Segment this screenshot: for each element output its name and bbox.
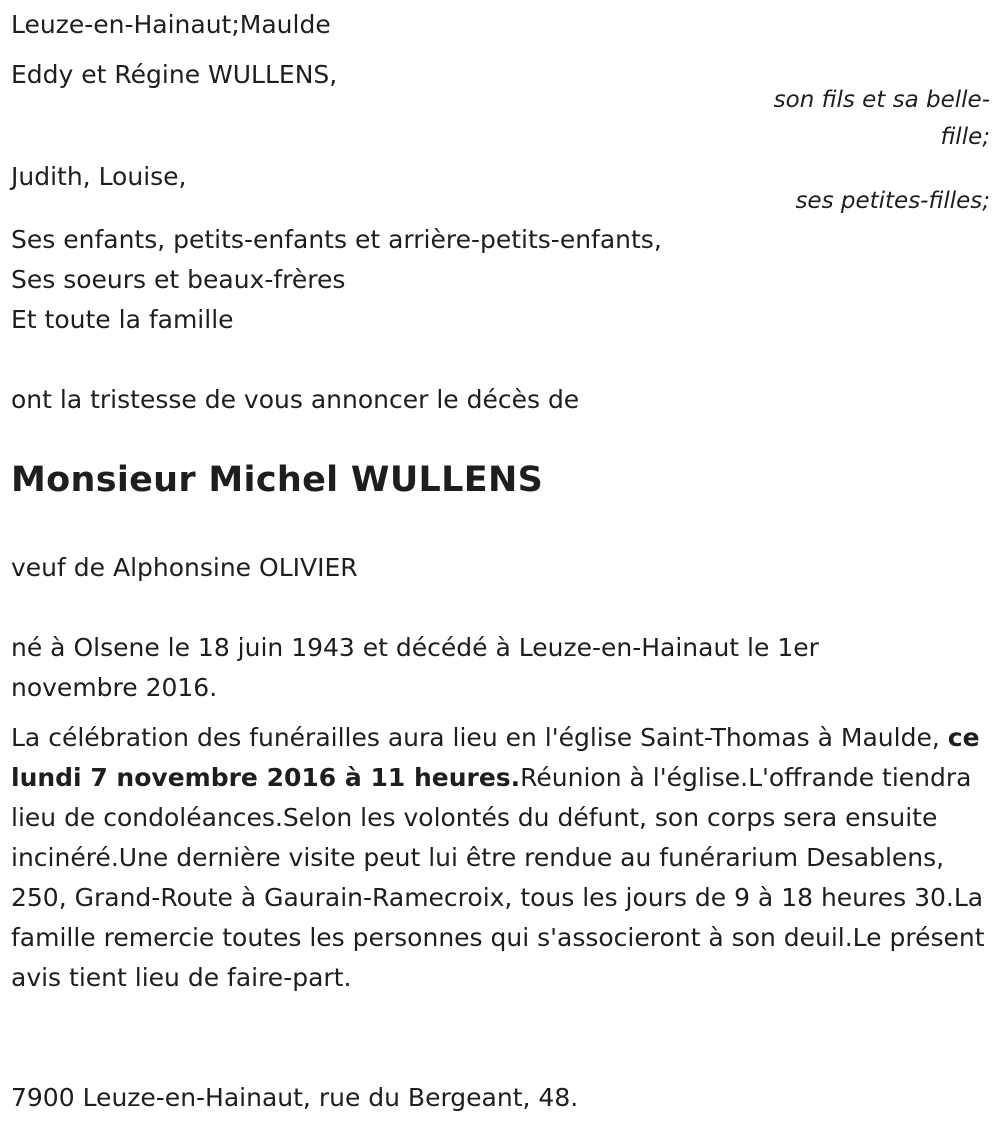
family-role-1-line1: son fils et sa belle- [773,87,990,113]
relatives-line-3: Et toute la famille [11,305,234,334]
birth-death-line-1: né à Olsene le 18 juin 1943 et décédé à Leuze-en-Hainaut le 1er [11,633,819,662]
family-names-1: Eddy et Régine WULLENS, [11,60,338,89]
relatives-line-2: Ses soeurs et beaux-frères [11,265,346,294]
funeral-intro: La célébration des funérailles aura lieu en l'église Saint-Thomas à Maulde, [11,723,948,752]
funeral-info: Réunion à l'église.L'offrande tiendra lieu de condoléances.Selon les volontés du défunt, son corps sera ensuite incinéré.Une dernière visite peut lui être rendue au funérarium Desablens, 250, Grand-Route à Gaurain-Ramecroix, tous les jours de 9 à 18 heures 30.La famille remercie toutes les personnes qui s'associeront à son deuil.Le présent avis tient lieu de faire-part. [11,763,985,992]
deceased-name: Monsieur Michel WULLENS [11,460,544,500]
header-location: Leuze-en-Hainaut;Maulde [11,10,331,39]
announcement-text: ont la tristesse de vous annoncer le décès de [11,385,580,414]
address-text: 7900 Leuze-en-Hainaut, rue du Bergeant, 48. [11,1083,579,1112]
birth-death-line-2: novembre 2016. [11,673,218,702]
family-names-2: Judith, Louise, [11,162,187,191]
funeral-date: ce lundi 7 novembre 2016 à 11 heures. [11,723,980,792]
spouse-text: veuf de Alphonsine OLIVIER [11,553,358,582]
family-role-1-line2: fille; [940,124,990,150]
funeral-details [11,718,996,998]
relatives-line-1: Ses enfants, petits-enfants et arrière-petits-enfants, [11,225,662,254]
family-role-2: ses petites-filles; [795,188,990,214]
